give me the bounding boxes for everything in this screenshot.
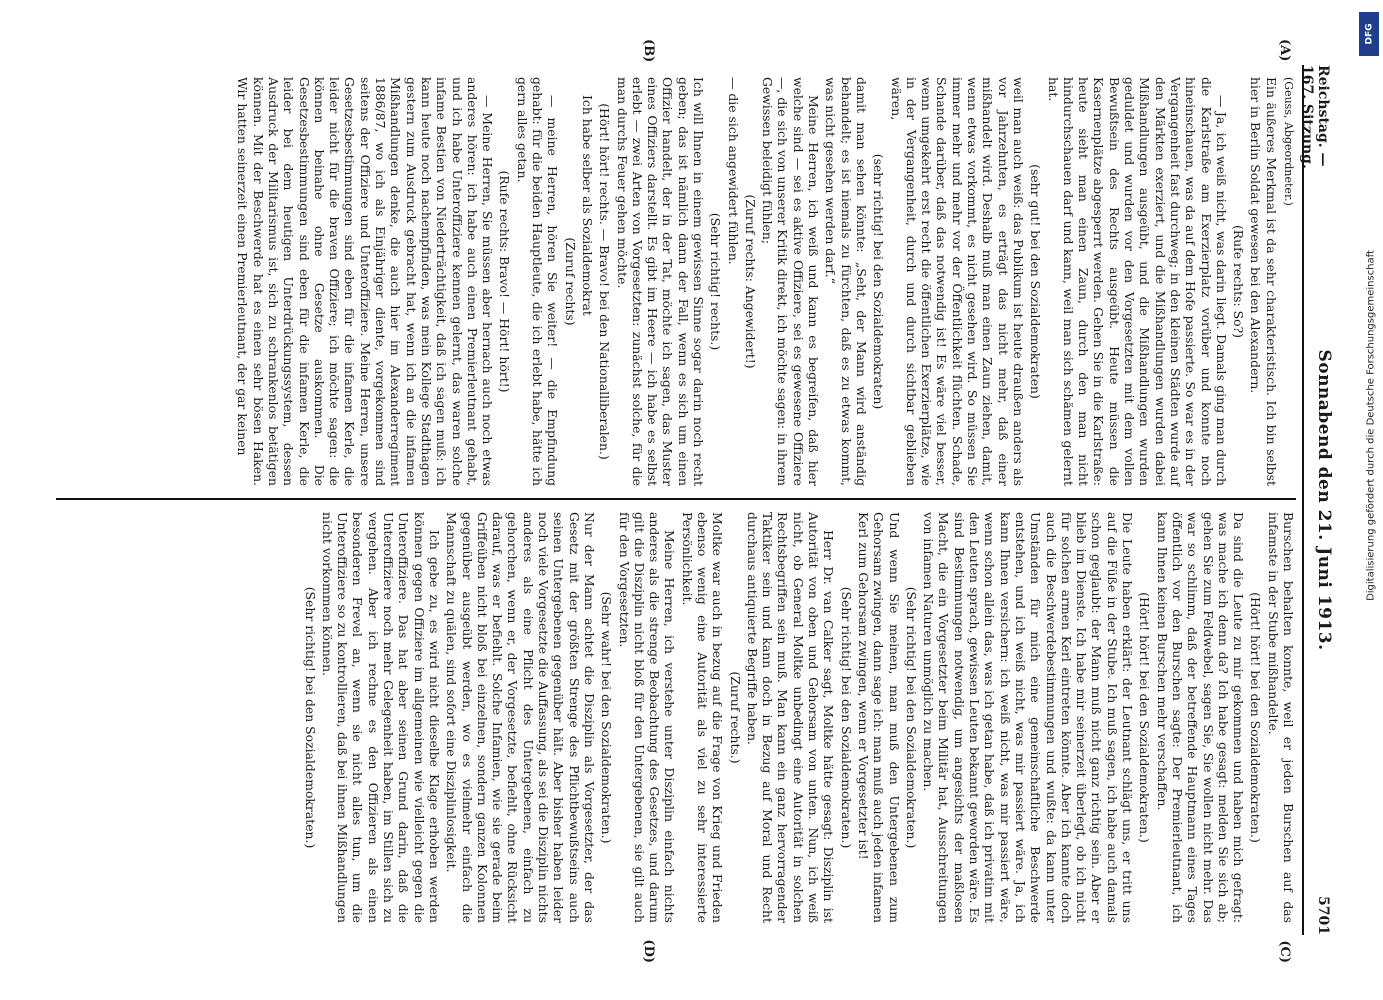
page-header — [1298, 65, 1334, 935]
right-column-paragraph: Meine Herren, ich verstehe unter Disziplin einfach nichts anderes als die strenge Beobachtung des Gesetzes, und darum gilt die Disziplin nicht bloß für den Untergebenen, sie gilt auch für den Vorgesetzten. — [616, 512, 677, 923]
left-column-paragraph: — die sich angewidert fühlen. — [725, 77, 741, 265]
left-column-paragraph: (Geuss, Abgeordneter.) — [1281, 77, 1295, 206]
margin-marker-a: (A) — [1276, 39, 1292, 62]
left-column-paragraph: Ich will Ihnen in einem gewissen Sinne sogar darin noch recht geben; das ist nämlich dann der Fall, wenn es sich um einen Offizier handelt, der in der Tat, möchte ich sagen, das Muster eines Offiziers darstellt. Es gibt im Heere — ich habe es selbst erlebt — zwei Arten von Vorgesetzten: zunächst solche, für die man durchs Feuer gehen möchte. — [614, 77, 706, 486]
dfg-logo — [1359, 12, 1379, 56]
left-column-paragraph: (Rufe rechts: So?) — [1230, 224, 1246, 339]
left-column-paragraph: (sehr gut! bei den Sozialdemokraten) — [1027, 164, 1043, 399]
left-column-paragraph: (sehr richtig! bei den Sozialdemokraten) — [870, 153, 886, 410]
left-column-paragraph: (Zuruf rechts: Angewidert!) — [742, 194, 758, 369]
header-date: Sonnabend den 21. Juni 1913. — [1313, 349, 1334, 651]
digitization-credit: Digitalisierung gefördert durch die Deutsche Forschungsgemeinschaft — [1365, 250, 1377, 601]
margin-marker-d: (D) — [640, 939, 656, 963]
dfg-logo-text: DFG — [1364, 23, 1375, 45]
left-column-paragraph: Ich habe selber als Sozialdemokrat — [579, 95, 595, 316]
text-columns — [56, 39, 1296, 963]
margin-marker-b: (B) — [640, 39, 656, 63]
right-column-paragraph: (Sehr richtig! bei den Sozialdemokraten.) — [838, 586, 854, 849]
right-column-paragraph: Ich gebe zu, es wird nicht dieselbe Klage erhoben werden können gegen Offiziere im allgemeinen wie vielleicht gegen die Unteroffiziere. Das hat aber seinen Grund darin, daß die Unteroffiziere noch mehr Gelegenheit haben, im Stillen sich zu vergehen. Aber ich rechne es den Offizieren als einen besonderen Frevel an, wenn sie nicht alles tun, um die Unteroffiziere so zu kontrollieren, daß bei ihnen Mißhandlungen nicht vorkommen können. — [319, 512, 442, 923]
margin-marker-c: (C) — [1276, 940, 1292, 963]
right-column — [56, 500, 1296, 963]
left-column-paragraph: — meine Herren, hören Sie weiter! — die Empfindung gehabt: für die beiden Hauptleute, die ich erlebt habe, hätte ich gern alles getan. — [514, 77, 560, 486]
right-column-paragraph: Moltke war auch in bezug auf die Frage von Krieg und Frieden ebenso wenig eine Autorität als viel zu sehr interessierte Persönlichkeit. — [679, 512, 725, 923]
right-column-paragraph: Und wenn Sie meinen, man muß den Untergebenen zum Gehorsam zwingen, dann sage ich: man muß auch jeden infamen Kerl zum Gehorsam zwingen, wenn er Vorgesetzter ist! — [855, 512, 902, 923]
left-column-paragraph: Ein äußeres Merkmal ist da sehr charakteristisch. Ich bin selbst hier in Berlin Soldat gewesen bei den Alexandern. — [1247, 77, 1279, 486]
left-column-paragraph: Meine Herren, ich weiß und kann es begreifen, daß hier welche sind — sei es aktive Offiziere, sei es gewesene Offiziere —, die sich von unserer Kritik direkt, ich möchte sagen: in ihrem Gewissen beleidigt fühlen; — [759, 77, 821, 486]
right-column-paragraph: (Zuruf rechts.) — [727, 671, 743, 764]
left-column-paragraph: — Meine Herren, Sie müssen aber hernach auch noch etwas anderes hören: ich habe auch einen Premierleutnant gehabt, und ich habe Unteroffiziere kennen gelernt, das waren solche infame Bestien von Niederträchtigkeit, daß ich sagen muß: ich kann heute noch nachempfinden, was mein Kollege Stadthagen gestern zum Ausdruck gebracht hat, wenn ich an die infamen Mißhandlungen denke, die auch hier im Alexanderregiment 1886/87, wo ich als Einjähriger diente, vorgekommen sind seitens der Offiziere und Unteroffiziere. Meine Herren, unsere Gesetzesbestimmungen sind eben für die infamen Kerle, die leider nicht für die braven Offiziere; ich möchte sagen: die können beinahe ohne Gesetze auskommen. Die Gesetzesbestimmungen sind eben für die infamen Kerle, die leider bei dem heutigen Unterdrückungssystem, dessen Ausdruck der Militarismus ist, sich zu schrankenlos betätigen können. Mit der Beschwerde hat es einen sehr bösen Haken. Wir hatten seinerzeit einen Premierleutnant, der gar keinen — [234, 77, 495, 486]
right-column-paragraph: Nur der Mann achtet die Disziplin als Vorgesetzter, der das Gesetz mit der größten Strenge des Pflichtbewußtseins auch seinen Untergebenen gegenüber hält. Aber bisher haben leider noch viele Vorgesetzte die Auffassung, als sei die Disziplin nichts anderes als eine Pflicht des Untergebenen, einfach zu gehorchen, wenn er, der Vorgesetzte, befiehlt, ohne Rücksicht darauf, was er befiehlt. Solche Infamien, wie sie gerade beim Griffeüben nicht bloß bei einzelnen, sondern ganzen Kolonnen gegenüber ausgeübt werden, wo es vielmehr einfach die Mannschaft zu quälen, sind sofort eine Disziplinlosigkeit. — [443, 512, 597, 923]
left-column-paragraph: weil man auch weiß: das Publikum ist heute draußen anders als vor Jahrzehnten, es erträgt das nicht mehr, daß einer mißhandelt wird. Deshalb muß man einen Zaun ziehen, damit, wenn etwas vorkommt, es nicht gesehen wird. So müssen Sie immer mehr und mehr vor der Öffentlichkeit flüchten. Schade, Schande darüber, daß das notwendig ist! Es wäre viel besser, wenn umgekehrt erst recht die öffentlichen Exerzierplätze, wie in der Vergangenheit, durch und durch sichtbar geblieben wären, — [888, 77, 1026, 486]
left-column-paragraph: (Hört! hört! rechts. — Bravo! bei den Nationalliberalen.) — [596, 103, 612, 460]
right-column-paragraph: Da sind die Leute zu mir gekommen und haben mich gefragt: was mache ich denn da? Ich habe gesagt: melden Sie sich ab; gehen Sie zum Feldwebel, sagen Sie, Sie wollen nicht mehr. Das war so schlimm, daß der betreffende Hauptmann eines Tages öffentlich vor den Burschen sagte: Der Premierleutnant, ich kann Ihnen keinen Burschen mehr verschaffen. — [1154, 512, 1246, 923]
left-column-paragraph: (Rufe rechts: Bravo! — Hört! hört!) — [496, 170, 512, 393]
right-column-paragraph: Herr Dr. van Calker sagt, Moltke hätte gesagt: Disziplin ist Autorität von oben und Gehorsam von unten. Nun, ich weiß nicht, ob General Moltke unbedingt eine Autorität in solchen Rechtsbegriffen sein muß. Man kann ein ganz hervorragender Taktiker sein und kann doch in Bezug auf Moral und Recht durchaus antiquierte Begriffe haben. — [744, 512, 836, 923]
left-column-paragraph: — Ja, ich weiß nicht, was darin liegt. Damals ging man durch die Karlstraße am Exerzierplatz vorüber und konnte noch hineinschauen, was da auf dem Hofe passierte. So war es in der Vergangenheit fast durchweg; in den kleinen Städten wurde auf den Märkten exerziert, und die Mißhandlungen wurden dabei Mißhandlungen ausgeübt, und die Mißhandlungen wurden geduldet und wurden vor den Vorgesetzten mit dem vollen Bewußtsein des Rechts ausgeübt. Heute müssen die Kasernenplätze abgesperrt werden. Gehen Sie in die Karlstraße: heute sieht man einen Zaun, durch den man nicht hindurchschauen darf und kann, weil man sich schämen gelernt hat. — [1045, 77, 1229, 486]
right-column-paragraph: (Sehr wahr! bei den Sozialdemokraten.) — [598, 591, 614, 844]
right-column-paragraph: (Hört! hört! bei den Sozialdemokraten.) — [1247, 592, 1263, 843]
rotated-page — [42, 35, 1342, 965]
page-number: 5701 — [1314, 896, 1331, 935]
left-column-paragraph: (Zuruf rechts) — [562, 237, 578, 326]
left-column-paragraph: damit man sehen könnte: „Seht, der Mann wird anständig behandelt; es ist niemals zu fürchten, daß es zu etwas kommt, was nicht gesehen werden darf.“ — [822, 77, 869, 486]
header-left: Reichstag. — 167. Sitzung. — [1298, 65, 1331, 169]
right-column-paragraph: Die Leute haben erklärt: der Leutnant schlägt uns, er tritt uns auf die Füße in der Stube. Ich muß sagen, ich habe auch damals schon geglaubt: der Mann muß nicht ganz richtig sein. Aber er blieb im Dienste. Ich habe mir seinerzeit überlegt, ob ich nicht für solchen armen Kerl eintreten könnte. Aber ich kannte doch auch die Beschwerdebestimmungen und wußte: da kann unter Umständen für mich eine gemeinschaftliche Beschwerde entstehen, und ich weiß nicht, was mir passiert wäre. Ja, ich kann Ihnen versichern: ich weiß nicht, was mir passiert wäre, wenn schon allein das, was ich getan habe, daß ich privatim mit den Leuten sprach, gewissen Leuten bekannt geworden wäre. Es sind Bestimmungen notwendig, um angesichts der maßlosen Macht, die ein Vorgesetzter beim Militär hat, Ausschreitungen von infamen Naturen unmöglich zu machen. — [920, 512, 1135, 923]
left-column-paragraph: (Sehr richtig! rechts.) — [707, 212, 723, 351]
right-column-paragraph: (Sehr richtig! bei den Sozialdemokraten.) — [903, 586, 919, 849]
right-column-paragraph: Burschen behalten konnte, weil er jeden Burschen auf das infamste in der Stube mißhandelte. — [1265, 512, 1296, 923]
left-column — [56, 39, 1296, 500]
right-column-paragraph: (Hört! hört! bei den Sozialdemokraten.) — [1136, 592, 1152, 843]
right-column-paragraph: (Sehr richtig! bei den Sozialdemokraten.) — [302, 586, 318, 849]
